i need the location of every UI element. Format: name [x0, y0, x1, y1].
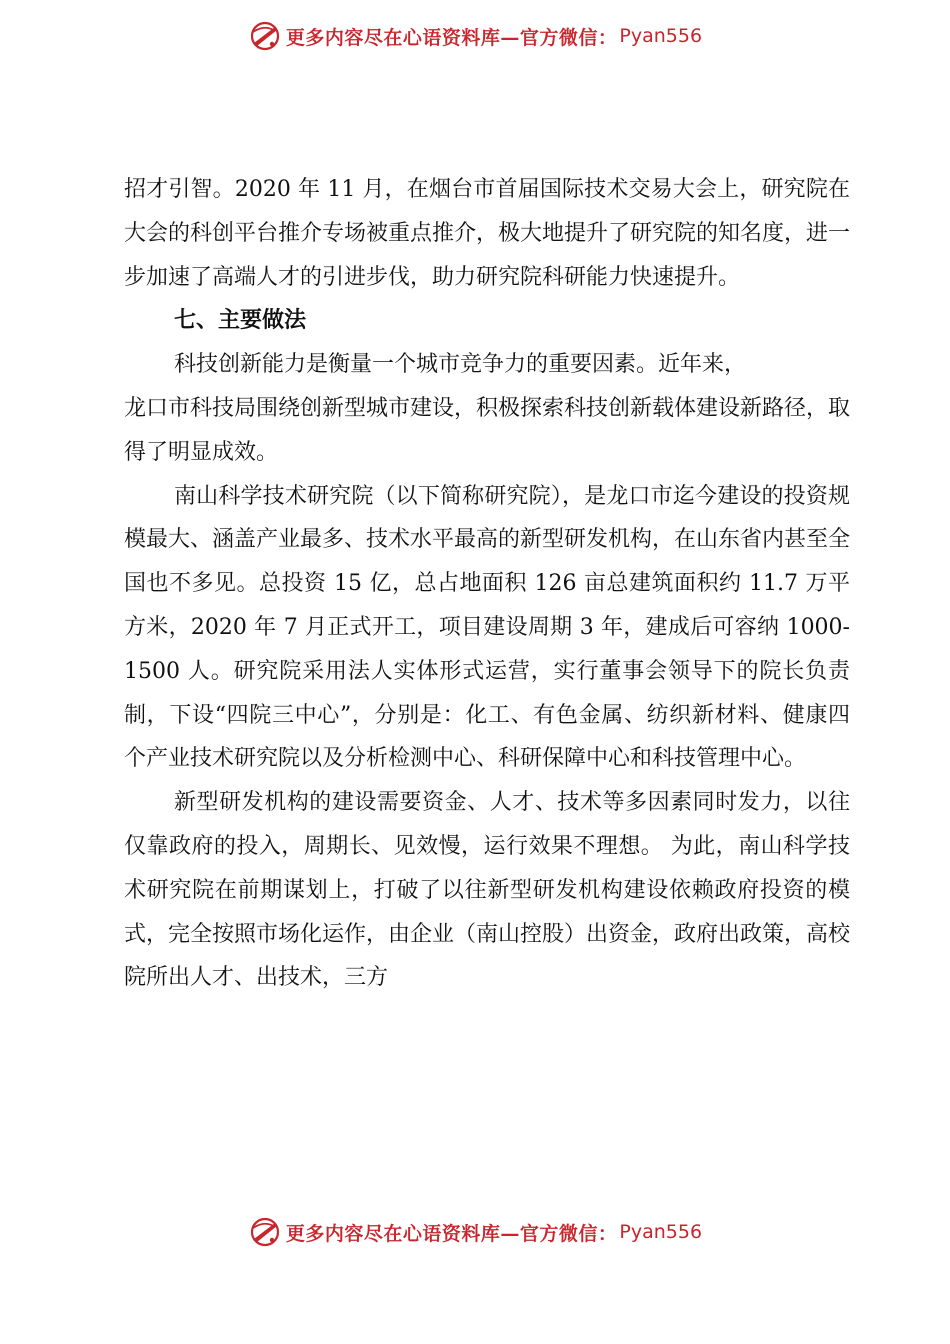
footer-wechat-id: Pyan556 [619, 1221, 703, 1243]
footer-banner-text: 更多内容尽在心语资料库—官方微信： [285, 1222, 618, 1245]
banner-text: 更多内容尽在心语资料库—官方微信： [285, 26, 618, 49]
footer-banner [0, 1212, 950, 1252]
brand-logo-icon [248, 19, 282, 53]
paragraph-3: 南山科学技术研究院（以下简称研究院），是龙口市迄今建设的投资规模最大、涵盖产业最多、技术水平最高的新型研发机构，在山东省内甚至全国也不多见。总投资 15 亿，总占地面积 126 亩总建筑面积约 11.7 万平方米，2020 年 7 月正式开工，项目建设周期 3 年，建成后可容纳 1000-1500 人。研究院采用法人实体形式运营，实行董事会领导下的院长负责制，下设“四院三中心”，分别是：化工、有色金属、纺织新材料、健康四个产业技术研究院以及分析检测中心、科研保障中心和科技管理中心。 [124, 483, 851, 772]
paragraph-4: 新型研发机构的建设需要资金、人才、技术等多因素同时发力，以往仅靠政府的投入，周期长、见效慢，运行效果不理想。 为此，南山科学技术研究院在前期谋划上，打破了以往新型研发机构建设依赖政府投资的模式，完全按照市场化运作，由企业（南山控股）出资金，政府出政策，高校院所出人才、出技术，三方 [124, 790, 851, 991]
paragraph-2-line-1: 科技创新能力是衡量一个城市竞争力的重要因素。近年来， [174, 352, 747, 378]
paragraph-2-continued: 龙口市科技局围绕创新型城市建设，积极探索科技创新载体建设新路径，取得了明显成效。 [124, 395, 851, 465]
banner-wechat-id: Pyan556 [619, 25, 703, 47]
paragraph-1: 招才引智。2020 年 11 月，在烟台市首届国际技术交易大会上，研究院在大会的科创平台推介专场被重点推介，极大地提升了研究院的知名度，进一步加速了高端人才的引进步伐，助力研究院科研能力快速提升。 [124, 177, 851, 290]
section-heading: 七、主要做法 [174, 308, 307, 334]
header-banner [0, 16, 950, 56]
brand-logo-icon [248, 1215, 282, 1249]
document-body [124, 168, 850, 1000]
